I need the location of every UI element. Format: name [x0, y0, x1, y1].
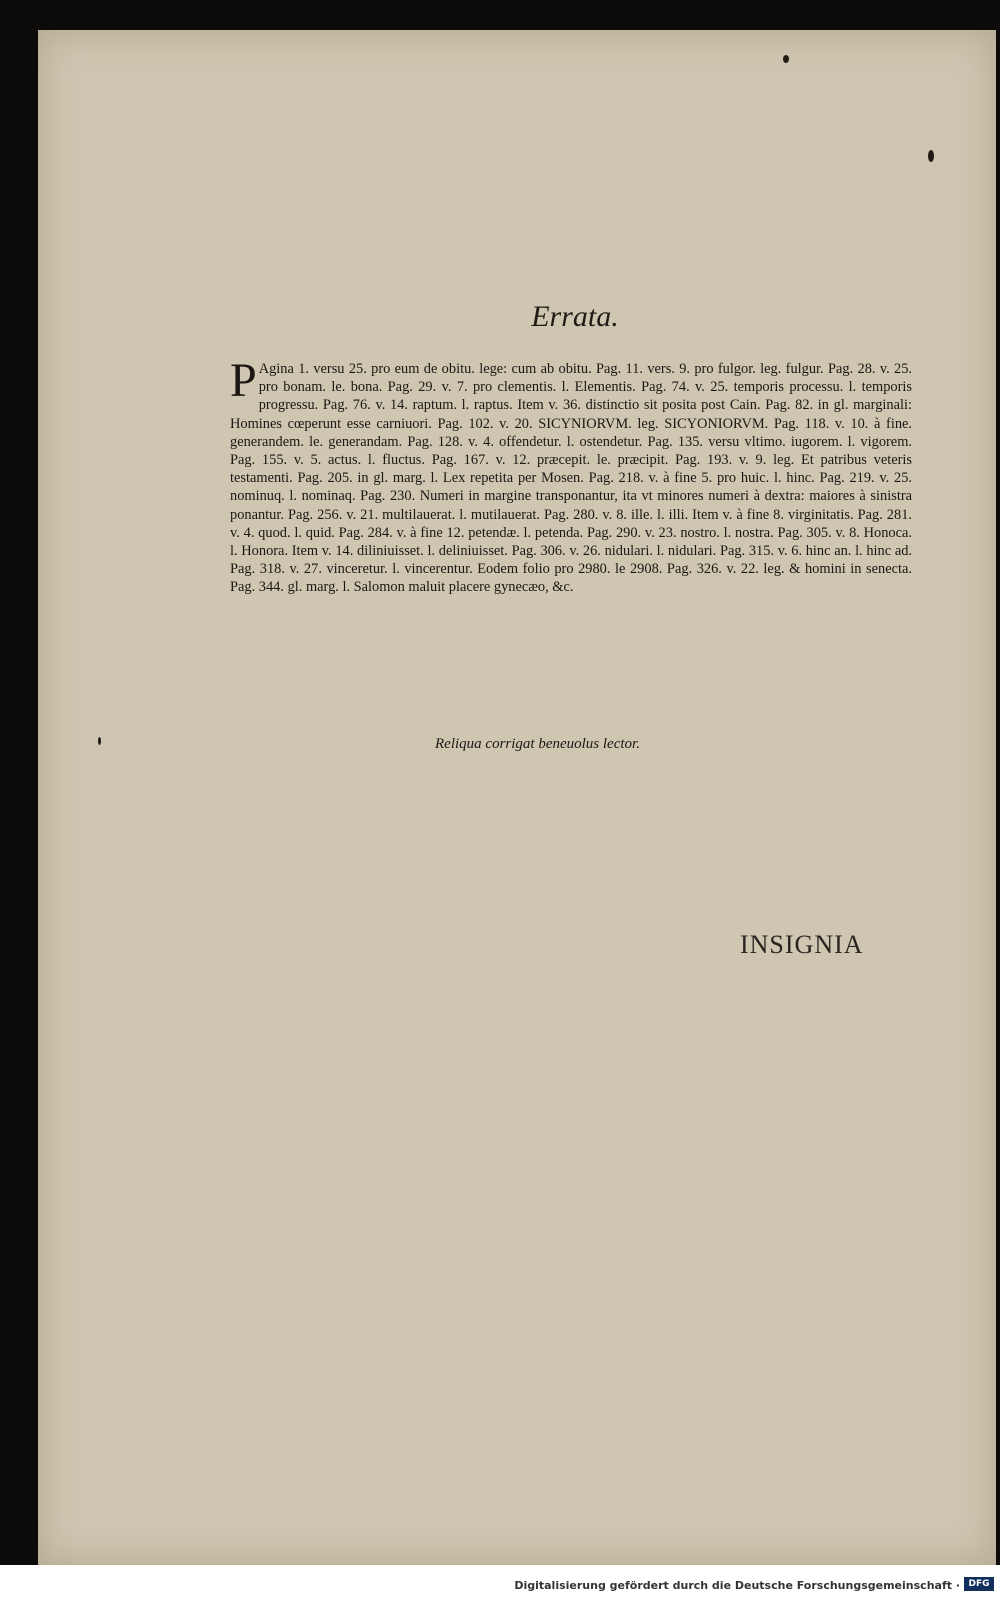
closing-line: Reliqua corrigat beneuolus lector. [435, 736, 640, 752]
catchword: INSIGNIA [740, 930, 864, 959]
errata-title: Errata. [531, 300, 619, 333]
scan-edge [996, 0, 1000, 1603]
show-through-text [590, 145, 920, 295]
ink-speck [928, 150, 934, 162]
errata-body [230, 354, 912, 597]
errata-corrections: Agina 1. versu 25. pro eum de obitu. lege: cum ab obitu. Pag. 11. vers. 9. pro fulgor. leg. fulgur. Pag. 28. v. 25. pro bonam. le. bona. Pag. 29. v. 7. pro clementis. l. Elementis. Pag. 74. v. 25. temporis processu. l. temporis progressu. Pag. 76. v. 14. raptum. l. raptus. Item v. 36. distinctio sit posita post Cain. Pag. 82. in gl. marginali: Homines cœperunt esse carniuori. Pag. 102. v. 20. SICYNIORVM. leg. SICYONIORVM. Pag. 118. v. 10. à fine. generandem. le. generandam. Pag. 128. v. 4. offendetur. l. ostendetur. Pag. 135. versu vltimo. iugorem. l. vigorem. Pag. 155. v. 5. actus. l. fluctus. Pag. 167. v. 12. præcepit. le. præcipit. Pag. 193. v. 9. leg. Et patribus veteris testamenti. Pag. 205. in gl. marg. l. Lex repetita per Mosen. Pag. 218. v. à fine 5. pro huic. l. hinc. Pag. 219. v. 25. nominuq. l. nominaq. Pag. 230. Numeri in margine transponantur, ita vt minores numeri à dextra: maiores à sinistra ponantur. Pag. 256. v. 21. multilauerat. l. mutilauerat. Pag. 280. v. 8. ille. l. illi. Item v. à fine 8. virginitatis. Pag. 281. v. 4. quod. l. quid. Pag. 284. v. à fine 12. petendæ. l. petenda. Pag. 290. v. 23. nostro. l. nostra. Pag. 305. v. 8. Honoca. l. Honora. Item v. 14. diliniuisset. l. deliniuisset. Pag. 306. v. 26. nidulari. l. nidulari. Pag. 315. v. 6. hinc an. l. hinc ad. Pag. 318. v. 27. vinceretur. l. vincerentur. Eodem folio pro 2980. le 2908. Pag. 326. v. 22. leg. & homini in senecta. Pag. 344. gl. marg. l. Salomon maluit placere gynecæo, &c. [230, 361, 912, 596]
digitization-footer [0, 1565, 1000, 1603]
ink-speck [783, 55, 789, 63]
footer-credit: Digitalisierung gefördert durch die Deutsche Forschungsgemeinschaft · [514, 1579, 960, 1592]
ink-speck [98, 737, 101, 745]
drop-cap: P [230, 354, 257, 407]
dfg-logo-icon: DFG [964, 1577, 994, 1591]
